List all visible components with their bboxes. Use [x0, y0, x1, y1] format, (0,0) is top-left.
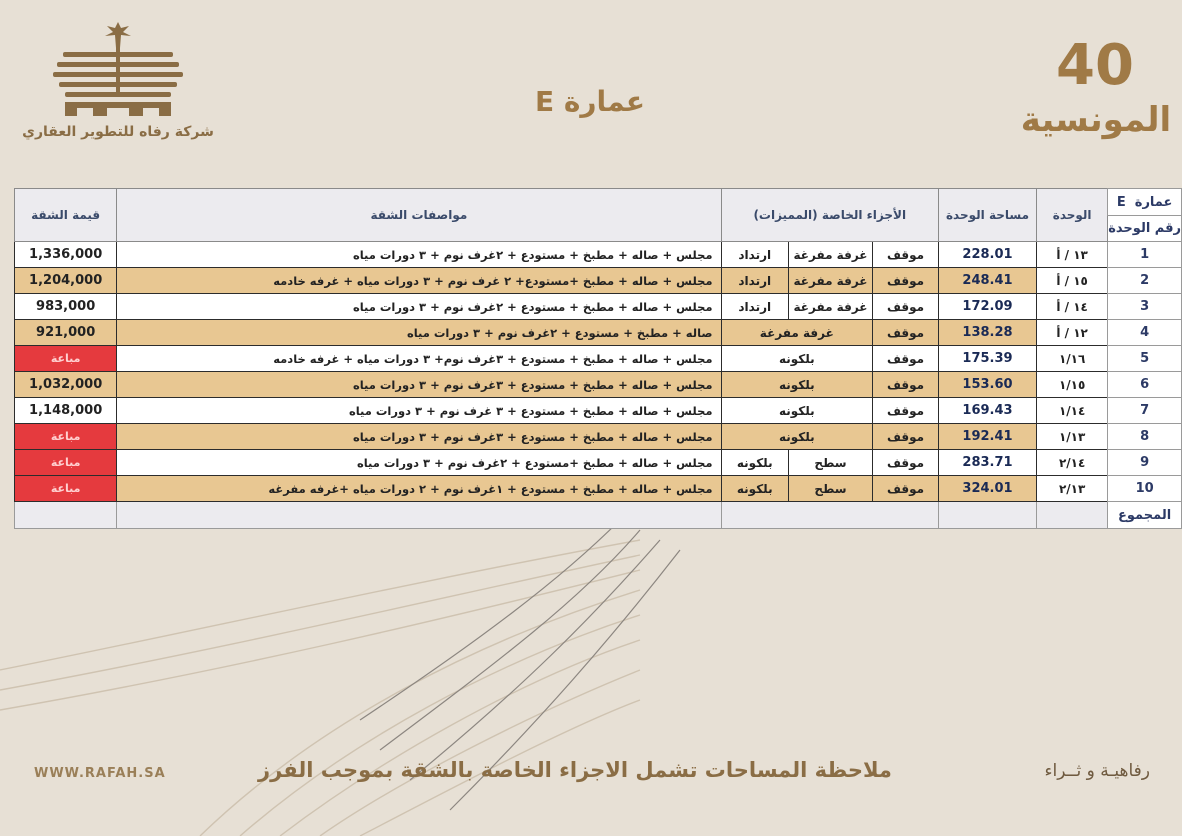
company-name: شركة رفاه للتطوير العقاري — [22, 124, 214, 140]
feature-cell: بلكونه — [721, 476, 788, 502]
slogan: رفاهيـة و ثــراء — [1044, 761, 1150, 781]
unit-number-header: رقم الوحدة — [1108, 216, 1182, 242]
feature-cell: غرفة مفرغة — [721, 320, 873, 346]
unit-number-cell: 1 — [1108, 242, 1182, 268]
price-header: قيمة الشقة — [15, 189, 117, 242]
area-cell: 324.01 — [938, 476, 1036, 502]
feature-cell: غرفة مفرغة — [788, 242, 872, 268]
price-cell: 1,148,000 — [15, 398, 117, 424]
area-cell: 175.39 — [938, 346, 1036, 372]
feature-cell: غرفة مفرغة — [788, 294, 872, 320]
description-cell: مجلس + صاله + مطبخ +مستودع+ ٢ غرف نوم + ٣ دورات مياه + غرفه خادمه — [117, 268, 721, 294]
area-cell: 192.41 — [938, 424, 1036, 450]
unit-number-cell: 5 — [1108, 346, 1182, 372]
unit-number-cell: 3 — [1108, 294, 1182, 320]
footer-note: ملاحظة المساحات تشمل الاجزاء الخاصة بالشقة بموجب الفرز — [258, 758, 892, 782]
table-row — [15, 294, 1182, 320]
website-link[interactable]: WWW.RAFAH.SA — [34, 766, 166, 781]
description-cell: صاله + مطبخ + مستودع + ٢غرف نوم + ٣ دورات مياه — [117, 320, 721, 346]
table-row — [15, 398, 1182, 424]
parking-cell: موقف — [873, 372, 939, 398]
total-features-blank — [721, 502, 938, 529]
project-number: 40 — [1056, 33, 1134, 98]
decorative-curves — [0, 520, 1182, 836]
sold-badge: مباعة — [15, 424, 117, 450]
unit-header: الوحدة — [1037, 189, 1108, 242]
total-label: المجموع — [1108, 502, 1182, 529]
feature-cell: بلكونه — [721, 372, 873, 398]
unit-code-cell: ١/١٣ — [1037, 424, 1108, 450]
parking-cell: موقف — [873, 242, 939, 268]
table-row — [15, 450, 1182, 476]
unit-code-cell: ١٢ / أ — [1037, 320, 1108, 346]
table-row — [15, 346, 1182, 372]
unit-code-cell: ١٥ / أ — [1037, 268, 1108, 294]
unit-number-cell: 8 — [1108, 424, 1182, 450]
unit-number-cell: 7 — [1108, 398, 1182, 424]
feature-cell: غرفة مفرغة — [788, 268, 872, 294]
feature-cell: سطح — [788, 476, 872, 502]
table-row — [15, 268, 1182, 294]
feature-cell: ارتداد — [721, 268, 788, 294]
feature-cell: سطح — [788, 450, 872, 476]
total-unit-blank — [1037, 502, 1108, 529]
corner-label: عمارة — [1134, 194, 1173, 210]
building-title: عمارة E — [535, 85, 645, 118]
parking-cell: موقف — [873, 346, 939, 372]
total-description-blank — [117, 502, 721, 529]
description-cell: مجلس + صاله + مطبخ + مستودع + ٣ غرف نوم + ٣ دورات مياه — [117, 398, 721, 424]
price-cell: 1,032,000 — [15, 372, 117, 398]
area-cell: 153.60 — [938, 372, 1036, 398]
table-row — [15, 424, 1182, 450]
feature-cell: بلكونه — [721, 450, 788, 476]
price-cell: 921,000 — [15, 320, 117, 346]
total-price-blank — [15, 502, 117, 529]
unit-code-cell: ٢/١٣ — [1037, 476, 1108, 502]
parking-cell: موقف — [873, 424, 939, 450]
unit-number-cell: 4 — [1108, 320, 1182, 346]
unit-code-cell: ٢/١٤ — [1037, 450, 1108, 476]
building-code-cell — [1108, 189, 1182, 216]
unit-number-cell: 9 — [1108, 450, 1182, 476]
feature-cell: ارتداد — [721, 242, 788, 268]
unit-code-cell: ١٣ / أ — [1037, 242, 1108, 268]
units-table — [14, 188, 1182, 529]
table-row — [15, 372, 1182, 398]
description-cell: مجلس + صاله + مطبخ + مستودع + ٣غرف نوم + ٣ دورات مياه — [117, 372, 721, 398]
unit-number-cell: 6 — [1108, 372, 1182, 398]
description-cell: مجلس + صاله + مطبخ + مستودع + ٢غرف نوم + ٣ دورات مياه — [117, 294, 721, 320]
parking-cell: موقف — [873, 294, 939, 320]
description-cell: مجلس + صاله + مطبخ + مستودع + ٣غرف نوم+ ٣ دورات مياه + غرفه خادمه — [117, 346, 721, 372]
area-cell: 169.43 — [938, 398, 1036, 424]
area-cell: 138.28 — [938, 320, 1036, 346]
price-cell: 1,336,000 — [15, 242, 117, 268]
unit-number-cell: 10 — [1108, 476, 1182, 502]
parking-cell: موقف — [873, 476, 939, 502]
project-name: المونسية — [1020, 100, 1172, 140]
total-row — [15, 502, 1182, 529]
table-row — [15, 476, 1182, 502]
parking-cell: موقف — [873, 268, 939, 294]
area-cell: 283.71 — [938, 450, 1036, 476]
feature-cell: بلكونه — [721, 346, 873, 372]
description-cell: مجلس + صاله + مطبخ + مستودع + ٣غرف نوم + ٣ دورات مياه — [117, 424, 721, 450]
feature-cell: ارتداد — [721, 294, 788, 320]
unit-code-cell: ١٤ / أ — [1037, 294, 1108, 320]
area-cell: 228.01 — [938, 242, 1036, 268]
description-cell: مجلس + صاله + مطبخ +مستودع + ٢غرف نوم + ٣ دورات مياه — [117, 450, 721, 476]
company-logo — [18, 22, 218, 162]
table-row — [15, 242, 1182, 268]
feature-cell: بلكونه — [721, 398, 873, 424]
area-header: مساحة الوحدة — [938, 189, 1036, 242]
corner-code: E — [1116, 194, 1126, 210]
unit-code-cell: ١/١٤ — [1037, 398, 1108, 424]
parking-cell: موقف — [873, 398, 939, 424]
sold-badge: مباعة — [15, 450, 117, 476]
unit-code-cell: ١/١٦ — [1037, 346, 1108, 372]
unit-number-cell: 2 — [1108, 268, 1182, 294]
description-cell: مجلس + صاله + مطبخ + مستودع + ١غرف نوم + ٢ دورات مياه +غرفه مفرغه — [117, 476, 721, 502]
area-cell: 248.41 — [938, 268, 1036, 294]
feature-cell: بلكونه — [721, 424, 873, 450]
parking-cell: موقف — [873, 450, 939, 476]
features-header: الأجزاء الخاصة (المميزات) — [721, 189, 938, 242]
description-cell: مجلس + صاله + مطبخ + مستودع + ٢غرف نوم + ٣ دورات مياه — [117, 242, 721, 268]
unit-code-cell: ١/١٥ — [1037, 372, 1108, 398]
area-cell: 172.09 — [938, 294, 1036, 320]
description-header: مواصفات الشقة — [117, 189, 721, 242]
parking-cell: موقف — [873, 320, 939, 346]
table-row — [15, 320, 1182, 346]
sold-badge: مباعة — [15, 476, 117, 502]
total-area-blank — [938, 502, 1036, 529]
sold-badge: مباعة — [15, 346, 117, 372]
palm-logo-icon — [43, 22, 193, 122]
price-cell: 983,000 — [15, 294, 117, 320]
price-cell: 1,204,000 — [15, 268, 117, 294]
